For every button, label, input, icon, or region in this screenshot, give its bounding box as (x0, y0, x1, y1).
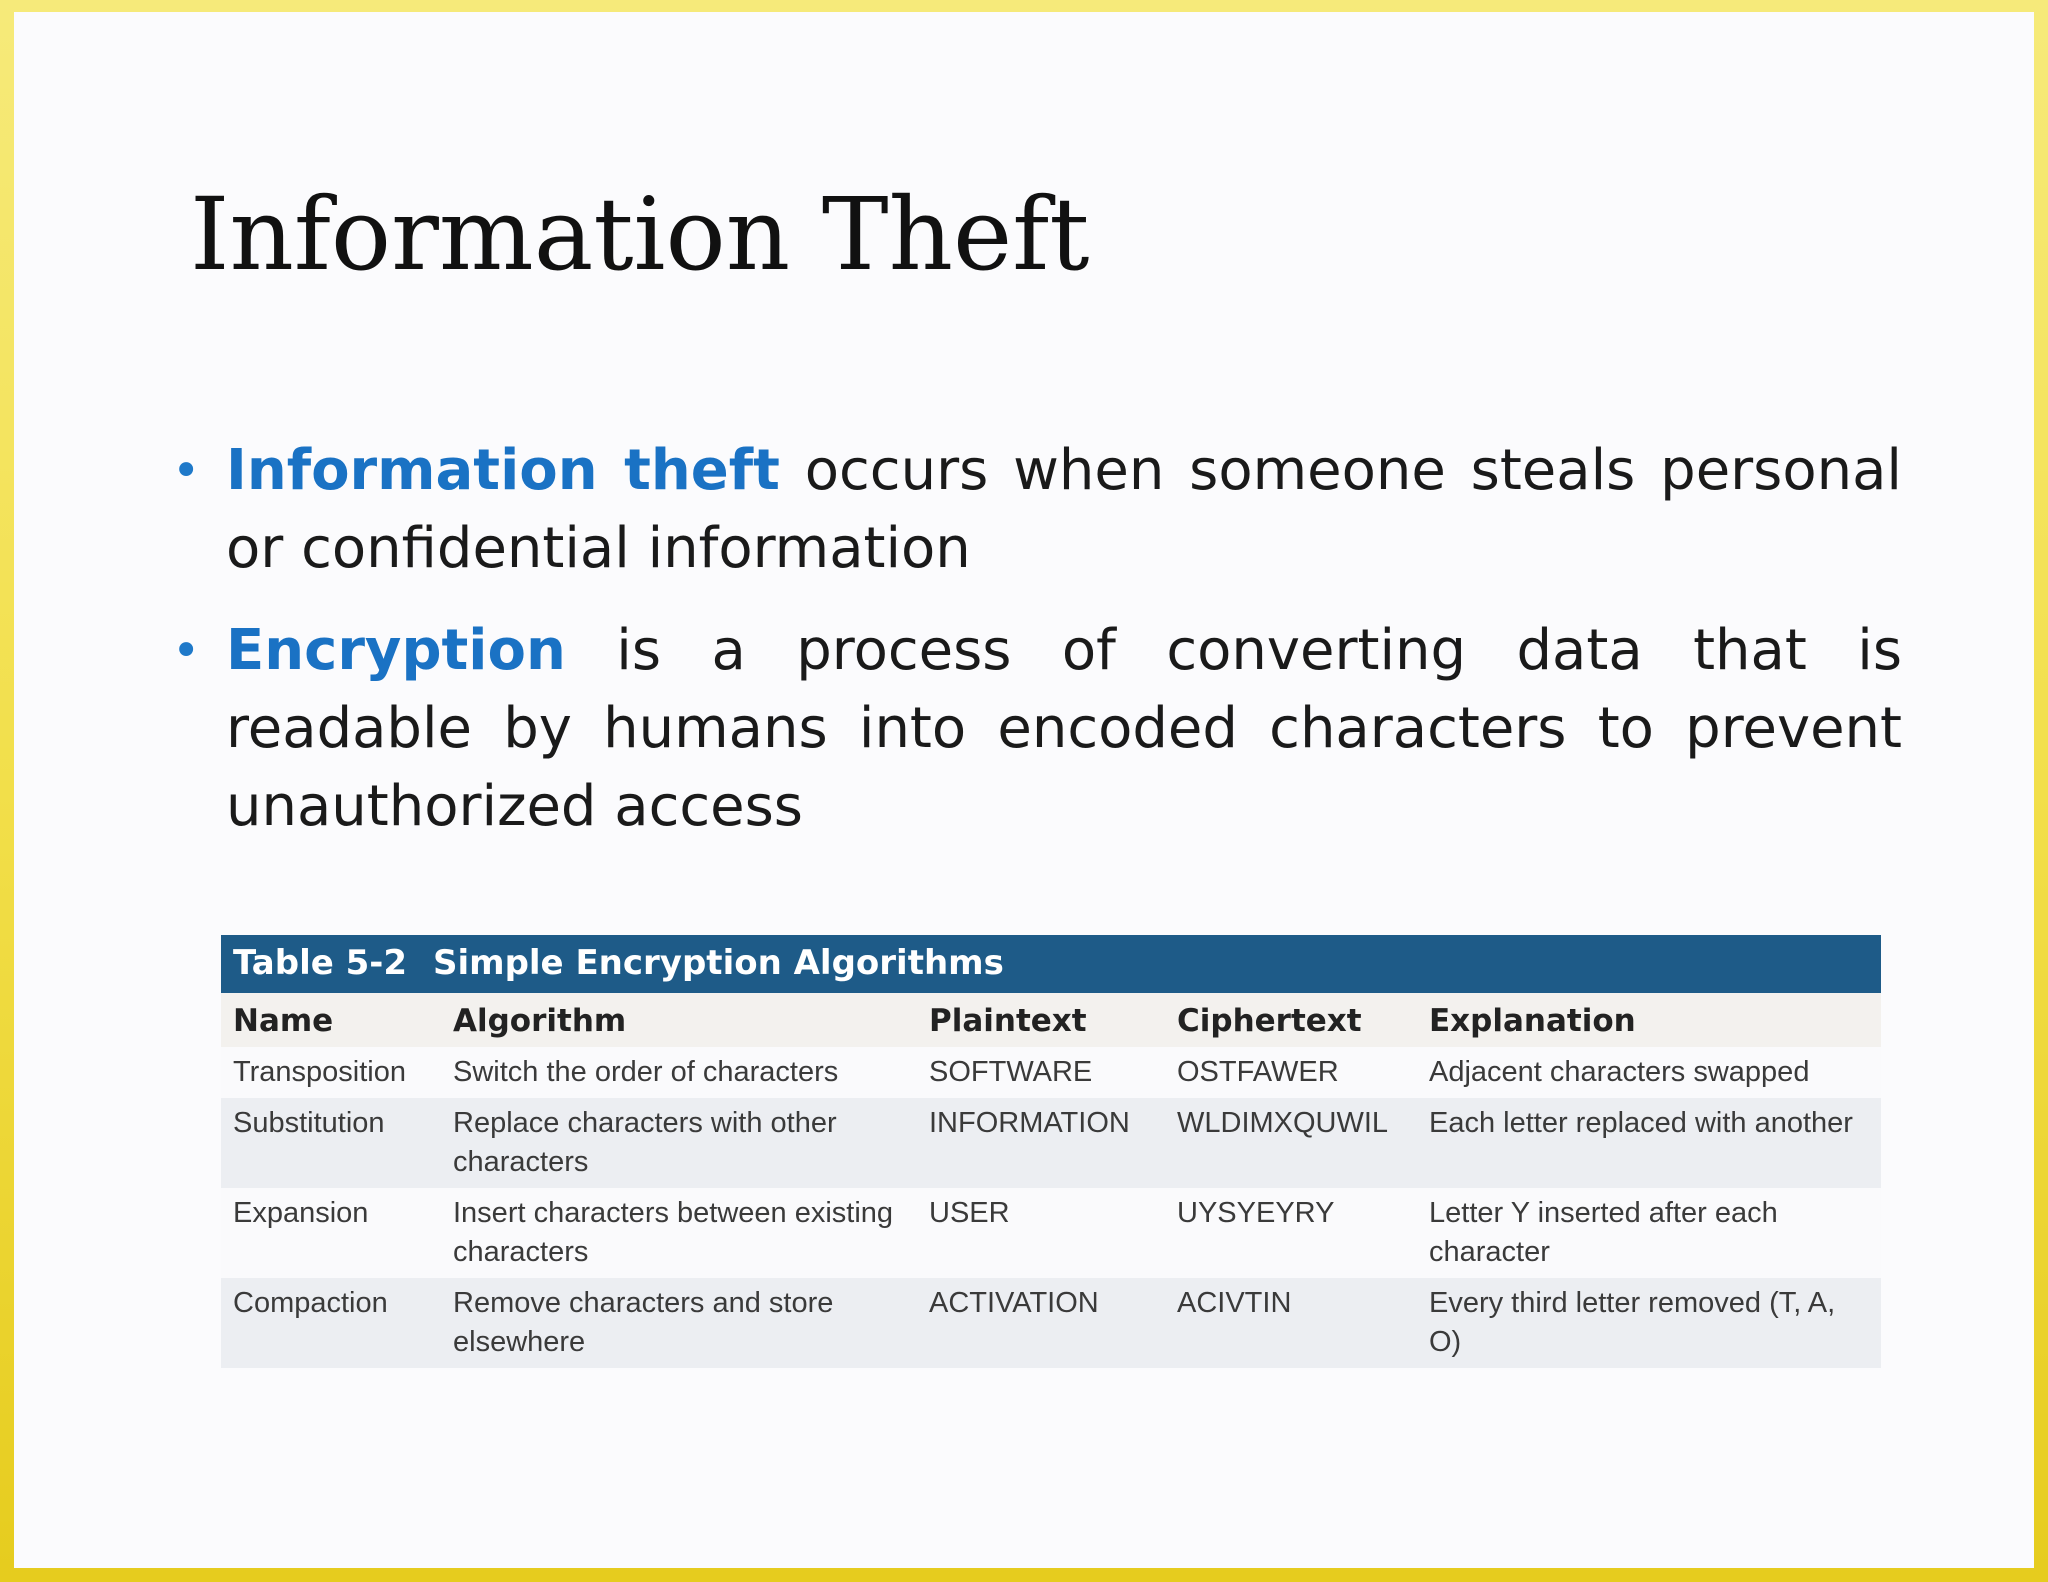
cell-name: Substitution (233, 1107, 385, 1139)
table-row (221, 1188, 1881, 1278)
bullet-item (162, 432, 1902, 588)
slide-title: Information Theft (190, 176, 1090, 293)
cell-ciphertext: OSTFAWER (1177, 1056, 1339, 1088)
cell-ciphertext: UYSYEYRY (1177, 1197, 1335, 1229)
cell-algorithm: Remove characters and store elsewhere (453, 1287, 834, 1358)
table-caption (221, 935, 1881, 993)
cell-ciphertext: ACIVTIN (1177, 1287, 1292, 1319)
cell-ciphertext: WLDIMXQUWIL (1177, 1107, 1389, 1139)
bullet-dot-icon: • (172, 623, 201, 679)
cell-explanation: Every third letter removed (T, A, O) (1429, 1287, 1836, 1358)
header-plaintext: Plaintext (929, 1003, 1087, 1039)
cell-algorithm: Replace characters with other characters (453, 1107, 837, 1178)
cell-algorithm: Switch the order of characters (453, 1056, 839, 1088)
cell-explanation: Letter Y inserted after each character (1429, 1197, 1778, 1268)
cell-plaintext: USER (929, 1197, 1010, 1229)
bullet-text: is a process of converting data that is readable by humans into encoded characters to prevent unauthorized access (226, 618, 1902, 839)
cell-algorithm: Insert characters between existing characters (453, 1197, 894, 1268)
bullet-term: Information theft (226, 438, 780, 503)
slide (14, 12, 2034, 1568)
header-explanation: Explanation (1429, 1003, 1636, 1039)
cell-explanation: Adjacent characters swapped (1429, 1056, 1810, 1088)
bullet-term: Encryption (226, 618, 566, 683)
cell-name: Expansion (233, 1197, 369, 1229)
encryption-table (221, 935, 1881, 1368)
bullet-list (162, 432, 1902, 870)
cell-name: Compaction (233, 1287, 388, 1319)
table-caption-title: Simple Encryption Algorithms (433, 943, 1004, 983)
table-header-row (221, 993, 1881, 1047)
header-algorithm: Algorithm (453, 1003, 627, 1039)
table-caption-number: Table 5-2 (233, 943, 408, 983)
cell-name: Transposition (233, 1056, 407, 1088)
cell-plaintext: INFORMATION (929, 1107, 1130, 1139)
cell-plaintext: SOFTWARE (929, 1056, 1093, 1088)
table-row (221, 1047, 1881, 1098)
bullet-item (162, 612, 1902, 846)
cell-plaintext: ACTIVATION (929, 1287, 1099, 1319)
cell-explanation: Each letter replaced with another (1429, 1107, 1853, 1139)
table-grid (221, 993, 1881, 1368)
bullet-text: occurs when someone steals personal or confidential information (226, 438, 1902, 581)
header-ciphertext: Ciphertext (1177, 1003, 1362, 1039)
header-name: Name (233, 1003, 334, 1039)
table-row (221, 1278, 1881, 1368)
table-row (221, 1098, 1881, 1188)
bullet-dot-icon: • (172, 443, 201, 499)
